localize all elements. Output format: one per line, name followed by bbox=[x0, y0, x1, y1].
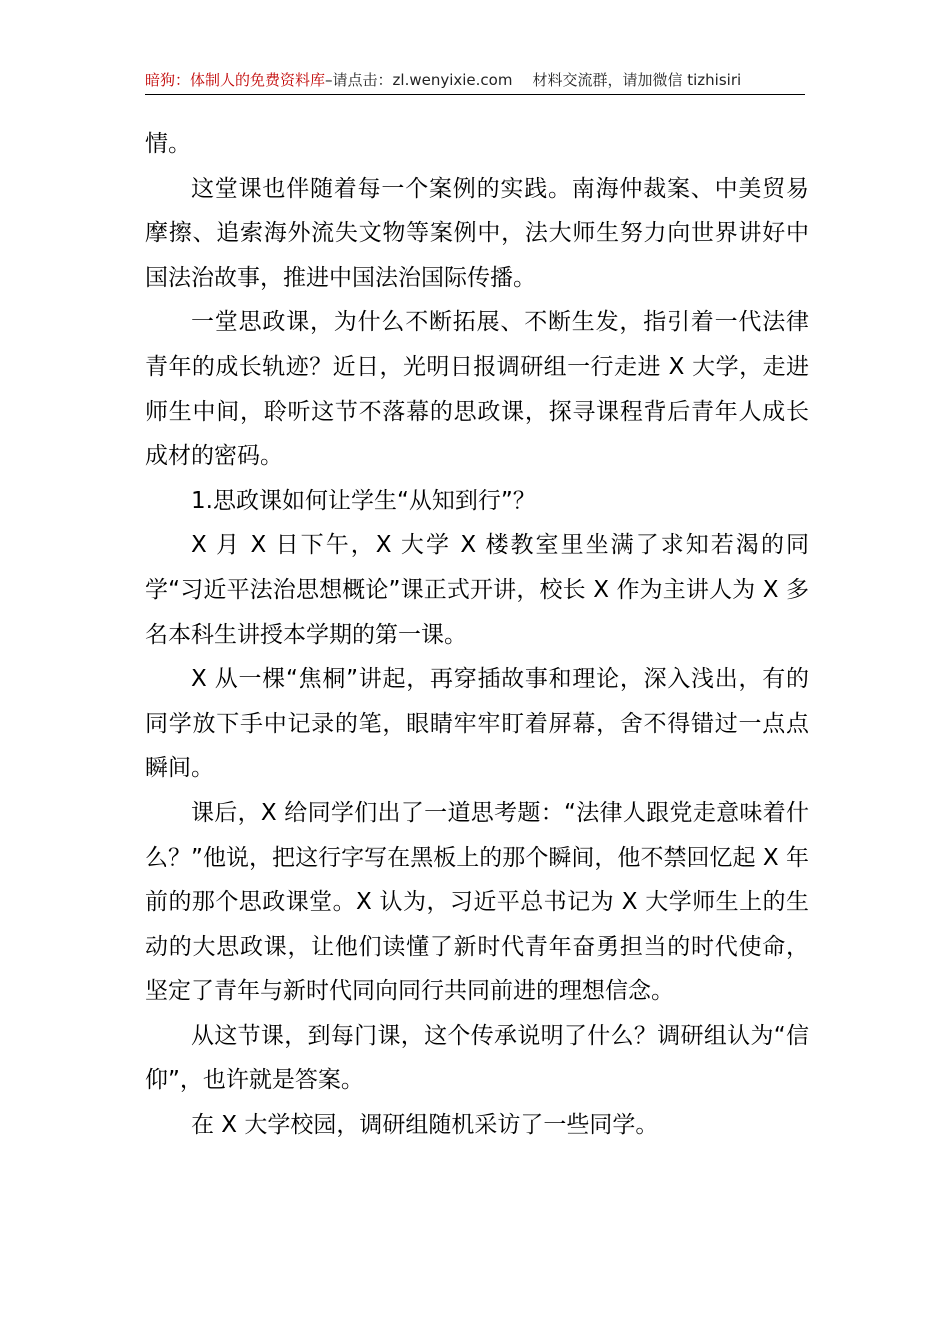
header-click-prompt: –请点击： bbox=[325, 71, 393, 89]
paragraph: X 月 X 日下午，X 大学 X 楼教室里坐满了求知若渴的同学“习近平法治思想概论”课正式开讲，校长 X 作为主讲人为 X 多名本科生讲授本学期的第一课。 bbox=[145, 532, 809, 648]
page-header bbox=[145, 68, 805, 95]
header-brand: 暗狗：体制人的免费资料库 bbox=[145, 71, 326, 89]
paragraph: X 从一棵“焦桐”讲起，再穿插故事和理论，深入浅出，有的同学放下手中记录的笔，眼睛牢牢盯着屏幕，舍不得错过一点点瞬间。 bbox=[145, 666, 809, 782]
paragraph: 从这节课，到每门课，这个传承说明了什么？调研组认为“信仰”，也许就是答案。 bbox=[145, 1022, 809, 1094]
header-group-note: 材料交流群，请加微信 tizhisiri bbox=[532, 71, 742, 89]
paragraph: 课后，X 给同学们出了一道思考题：“法律人跟党走意味着什么？”他说，把这行字写在黑板上的那个瞬间，他不禁回忆起 X 年前的那个思政课堂。X 认为，习近平总书记为 X 大学师生上的生动的大思政课，让他们读懂了新时代青年奋勇担当的时代使命，坚定了青年与新时代同向同行共同前进的理想信念。 bbox=[145, 799, 809, 1005]
paragraph: 这堂课也伴随着每一个案例的实践。南海仲裁案、中美贸易摩擦、追索海外流失文物等案例中，法大师生努力向世界讲好中国法治故事，推进中国法治国际传播。 bbox=[145, 175, 809, 291]
header-url-link[interactable]: zl.wenyixie.com bbox=[392, 71, 513, 89]
document-body bbox=[145, 122, 809, 1148]
paragraph-continuation: 情。 bbox=[145, 131, 191, 157]
paragraph: 在 X 大学校园，调研组随机采访了一些同学。 bbox=[191, 1112, 659, 1139]
paragraph: 一堂思政课，为什么不断拓展、不断生发，指引着一代法律青年的成长轨迹？近日，光明日报调研组一行走进 X 大学，走进师生中间，聆听这节不落幕的思政课，探寻课程背后青年人成长成材的密码。 bbox=[145, 309, 809, 470]
section-heading: 1.思政课如何让学生“从知到行”？ bbox=[191, 487, 536, 514]
